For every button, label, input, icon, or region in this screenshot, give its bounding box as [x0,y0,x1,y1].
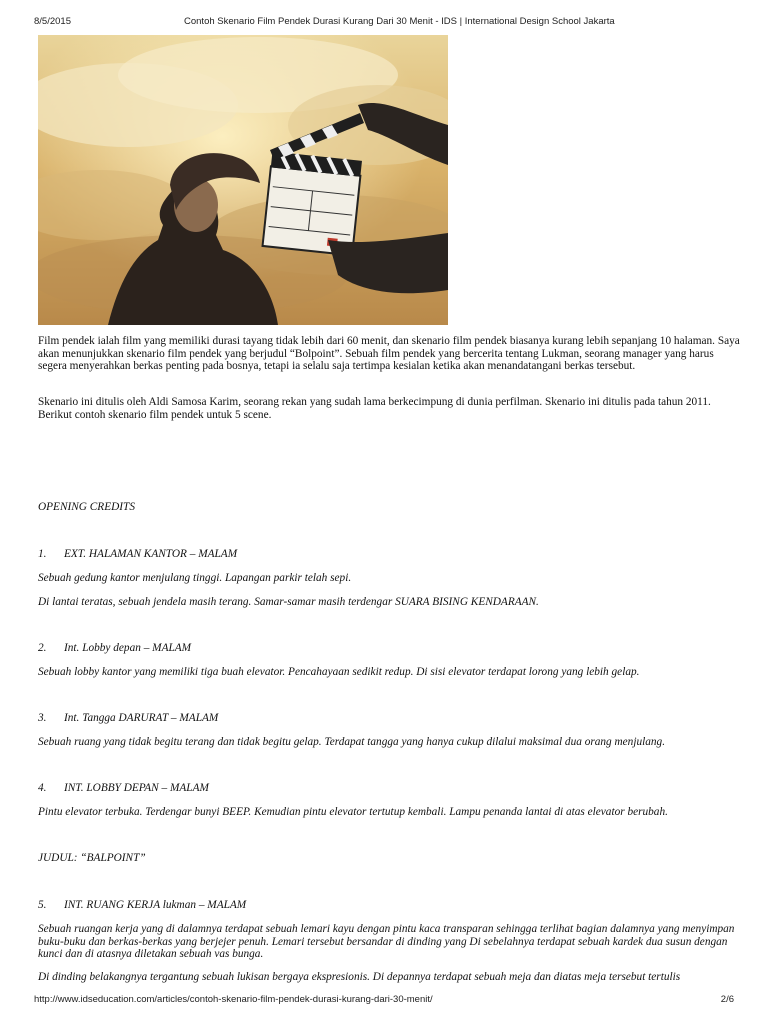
scene-heading-text: INT. RUANG KERJA lukman – MALAM [64,899,247,911]
scene-4-line-1: Pintu elevator terbuka. Terdengar bunyi BEEP. Kemudian pintu elevator tertutup kembali. Lampu penanda lantai di atas elevator berubah. [38,806,668,818]
scene-heading-text: INT. LOBBY DEPAN – MALAM [64,782,209,794]
page-header [34,16,734,30]
page-footer [34,994,734,1008]
intro-paragraph-2: Skenario ini ditulis oleh Aldi Samosa Karim, seorang rekan yang sudah lama berkecimpung di dunia perfilman. Skenario ini ditulis pada tahun 2011. Berikut contoh skenario film pendek untuk 5 scene. [38,396,711,421]
scene-5-line-1: Sebuah ruangan kerja yang di dalamnya terdapat sebuah lemari kayu dengan pintu kaca transparan sehingga terlihat bagian dalamnya yang menyimpan buku-buku dan berkas-berkas yang berjejer penuh. Lemari tersebut bersandar di dinding yang Di sebelahnya terdapat sebuah kardek dua susun dengan kunci dan di atasnya diletakan sebuah vas bunga. [38,923,735,961]
intro-paragraph-1: Film pendek ialah film yang memiliki durasi tayang tidak lebih dari 60 menit, dan skenario film pendek biasanya kurang lebih sepanjang 10 halaman. Saya akan menunjukkan skenario film pendek yang berjudul “Bolpoint”. Sebuah film pendek yang bercerita tentang Lukman, seorang manager yang harus segera menyerahkan berkas penting pada bosnya, tetapi ia selalu saja tertimpa kesialan ketika akan menandatangani berkas tersebut. [38,335,740,373]
film-title-line: JUDUL: “BALPOINT” [38,852,146,864]
article-photo [38,35,448,325]
scene-1-line-2: Di lantai teratas, sebuah jendela masih terang. Samar-samar masih terdengar SUARA BISING KENDARAAN. [38,596,539,608]
print-date: 8/5/2015 [34,16,71,27]
scene-heading-text: Int. Tangga DARURAT – MALAM [64,712,219,724]
scene-heading-text: Int. Lobby depan – MALAM [64,642,192,654]
scene-5-line-2: Di dinding belakangnya tergantung sebuah lukisan bergaya ekspresionis. Di depannya terdapat sebuah meja dan diatas meja tersebut tertulis [38,971,681,983]
scene-heading-1: 1. EXT. HALAMAN KANTOR – MALAM [38,548,238,560]
opening-credits: OPENING CREDITS [38,501,135,513]
scene-heading-text: EXT. HALAMAN KANTOR – MALAM [64,548,238,560]
scene-2-line-1: Sebuah lobby kantor yang memiliki tiga buah elevator. Pencahayaan sedikit redup. Di sisi elevator terdapat lorong yang lebih gelap. [38,666,640,678]
scene-heading-5: 5. INT. RUANG KERJA lukman – MALAM [38,899,247,911]
scene-heading-3: 3. Int. Tangga DARURAT – MALAM [38,712,219,724]
page-number: 2/6 [720,994,734,1005]
scene-3-line-1: Sebuah ruang yang tidak begitu terang dan tidak begitu gelap. Terdapat tangga yang hanya cukup dilalui maksimal dua orang menjulang. [38,736,666,748]
source-url-link[interactable]: http://www.idseducation.com/articles/contoh-skenario-film-pendek-durasi-kurang-dari-30-menit/ [34,994,433,1005]
scene-heading-2: 2. Int. Lobby depan – MALAM [38,642,192,654]
page-title: Contoh Skenario Film Pendek Durasi Kurang Dari 30 Menit - IDS | International Design School Jakarta [184,16,615,27]
scene-1-line-1: Sebuah gedung kantor menjulang tinggi. Lapangan parkir telah sepi. [38,572,352,584]
scene-heading-4: 4. INT. LOBBY DEPAN – MALAM [38,782,209,794]
